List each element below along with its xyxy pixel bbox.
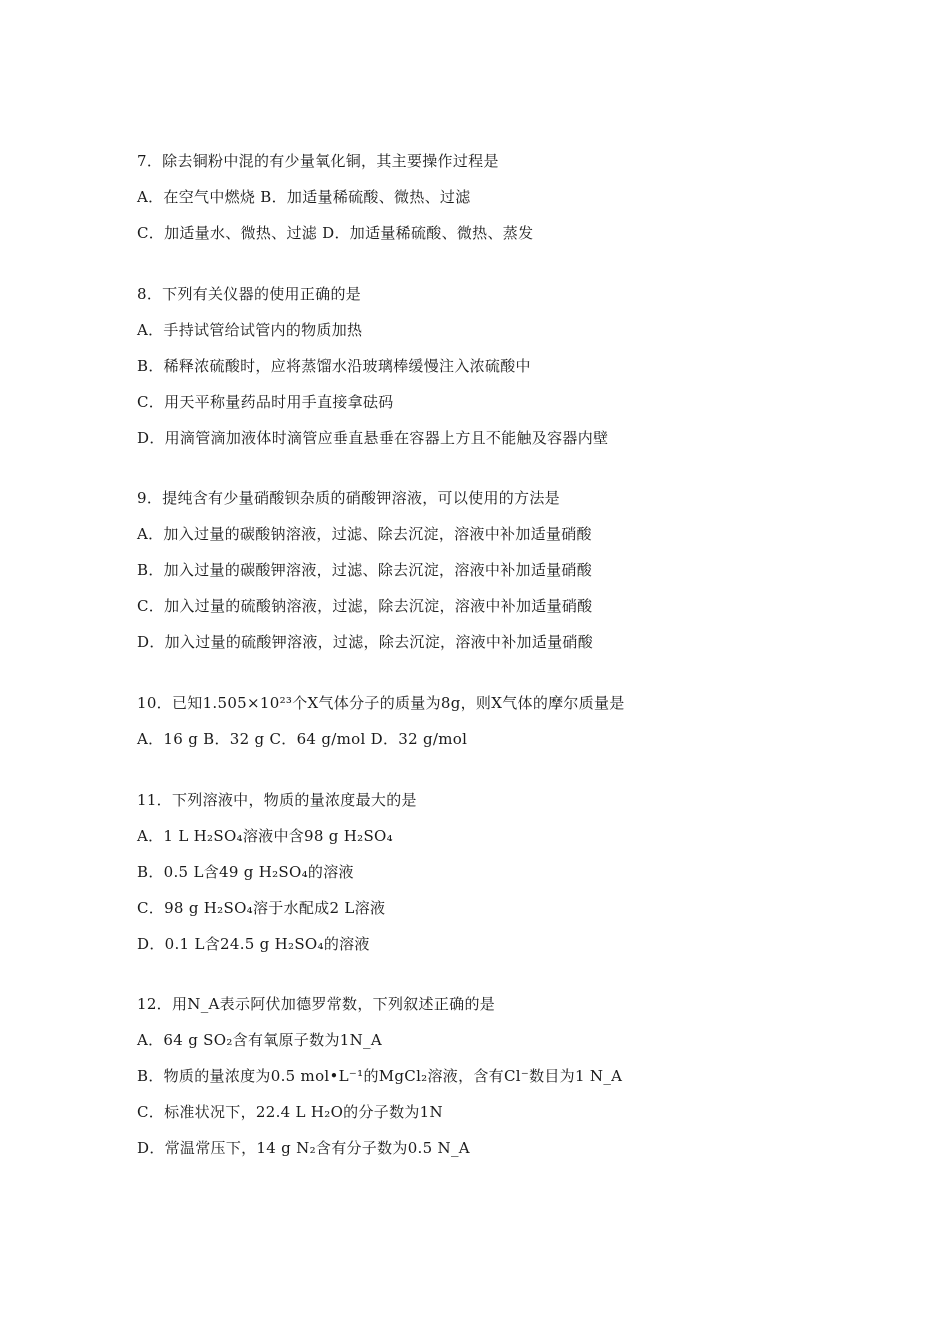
question-9-option-d: D．加入过量的硫酸钾溶液，过滤，除去沉淀，溶液中补加适量硝酸 (137, 633, 594, 651)
question-11-option-c: C．98 g H₂SO₄溶于水配成2 L溶液 (137, 899, 386, 917)
question-11-option-d: D．0.1 L含24.5 g H₂SO₄的溶液 (137, 935, 370, 953)
question-9-stem: 9．提纯含有少量硝酸钡杂质的硝酸钾溶液，可以使用的方法是 (137, 489, 560, 507)
question-9-option-a: A．加入过量的碳酸钠溶液，过滤、除去沉淀，溶液中补加适量硝酸 (137, 525, 592, 543)
question-10-stem: 10．已知1.505×10²³个X气体分子的质量为8g，则X气体的摩尔质量是 (137, 694, 625, 712)
question-10-options: A．16 g B．32 g C．64 g/mol D．32 g/mol (137, 730, 468, 748)
question-7-option-cd: C．加适量水、微热、过滤 D．加适量稀硫酸、微热、蒸发 (137, 224, 534, 242)
question-7-stem: 7．除去铜粉中混的有少量氧化铜，其主要操作过程是 (137, 152, 499, 170)
question-12-option-c: C．标准状况下，22.4 L H₂O的分子数为1N (137, 1103, 443, 1121)
question-8-stem: 8．下列有关仪器的使用正确的是 (137, 285, 362, 303)
question-9-option-c: C．加入过量的硫酸钠溶液，过滤，除去沉淀，溶液中补加适量硝酸 (137, 597, 593, 615)
question-11-option-a: A．1 L H₂SO₄溶液中含98 g H₂SO₄ (137, 827, 393, 845)
question-7-option-ab: A．在空气中燃烧 B．加适量稀硫酸、微热、过滤 (137, 188, 471, 206)
question-8-option-b: B．稀释浓硫酸时，应将蒸馏水沿玻璃棒缓慢注入浓硫酸中 (137, 357, 531, 375)
question-11-option-b: B．0.5 L含49 g H₂SO₄的溶液 (137, 863, 354, 881)
question-12-option-b: B．物质的量浓度为0.5 mol•L⁻¹的MgCl₂溶液，含有Cl⁻数目为1 N_A (137, 1067, 623, 1085)
question-9-option-b: B．加入过量的碳酸钾溶液，过滤、除去沉淀，溶液中补加适量硝酸 (137, 561, 593, 579)
question-12-option-d: D．常温常压下，14 g N₂含有分子数为0.5 N_A (137, 1139, 470, 1157)
question-8-option-c: C．用天平称量药品时用手直接拿砝码 (137, 393, 394, 411)
question-8-option-a: A．手持试管给试管内的物质加热 (137, 321, 363, 339)
question-11-stem: 11．下列溶液中，物质的量浓度最大的是 (137, 791, 417, 809)
question-8-option-d: D．用滴管滴加液体时滴管应垂直悬垂在容器上方且不能触及容器内壁 (137, 429, 609, 447)
question-12-stem: 12．用N_A表示阿伏加德罗常数，下列叙述正确的是 (137, 995, 496, 1013)
question-12-option-a: A．64 g SO₂含有氧原子数为1N_A (137, 1031, 382, 1049)
